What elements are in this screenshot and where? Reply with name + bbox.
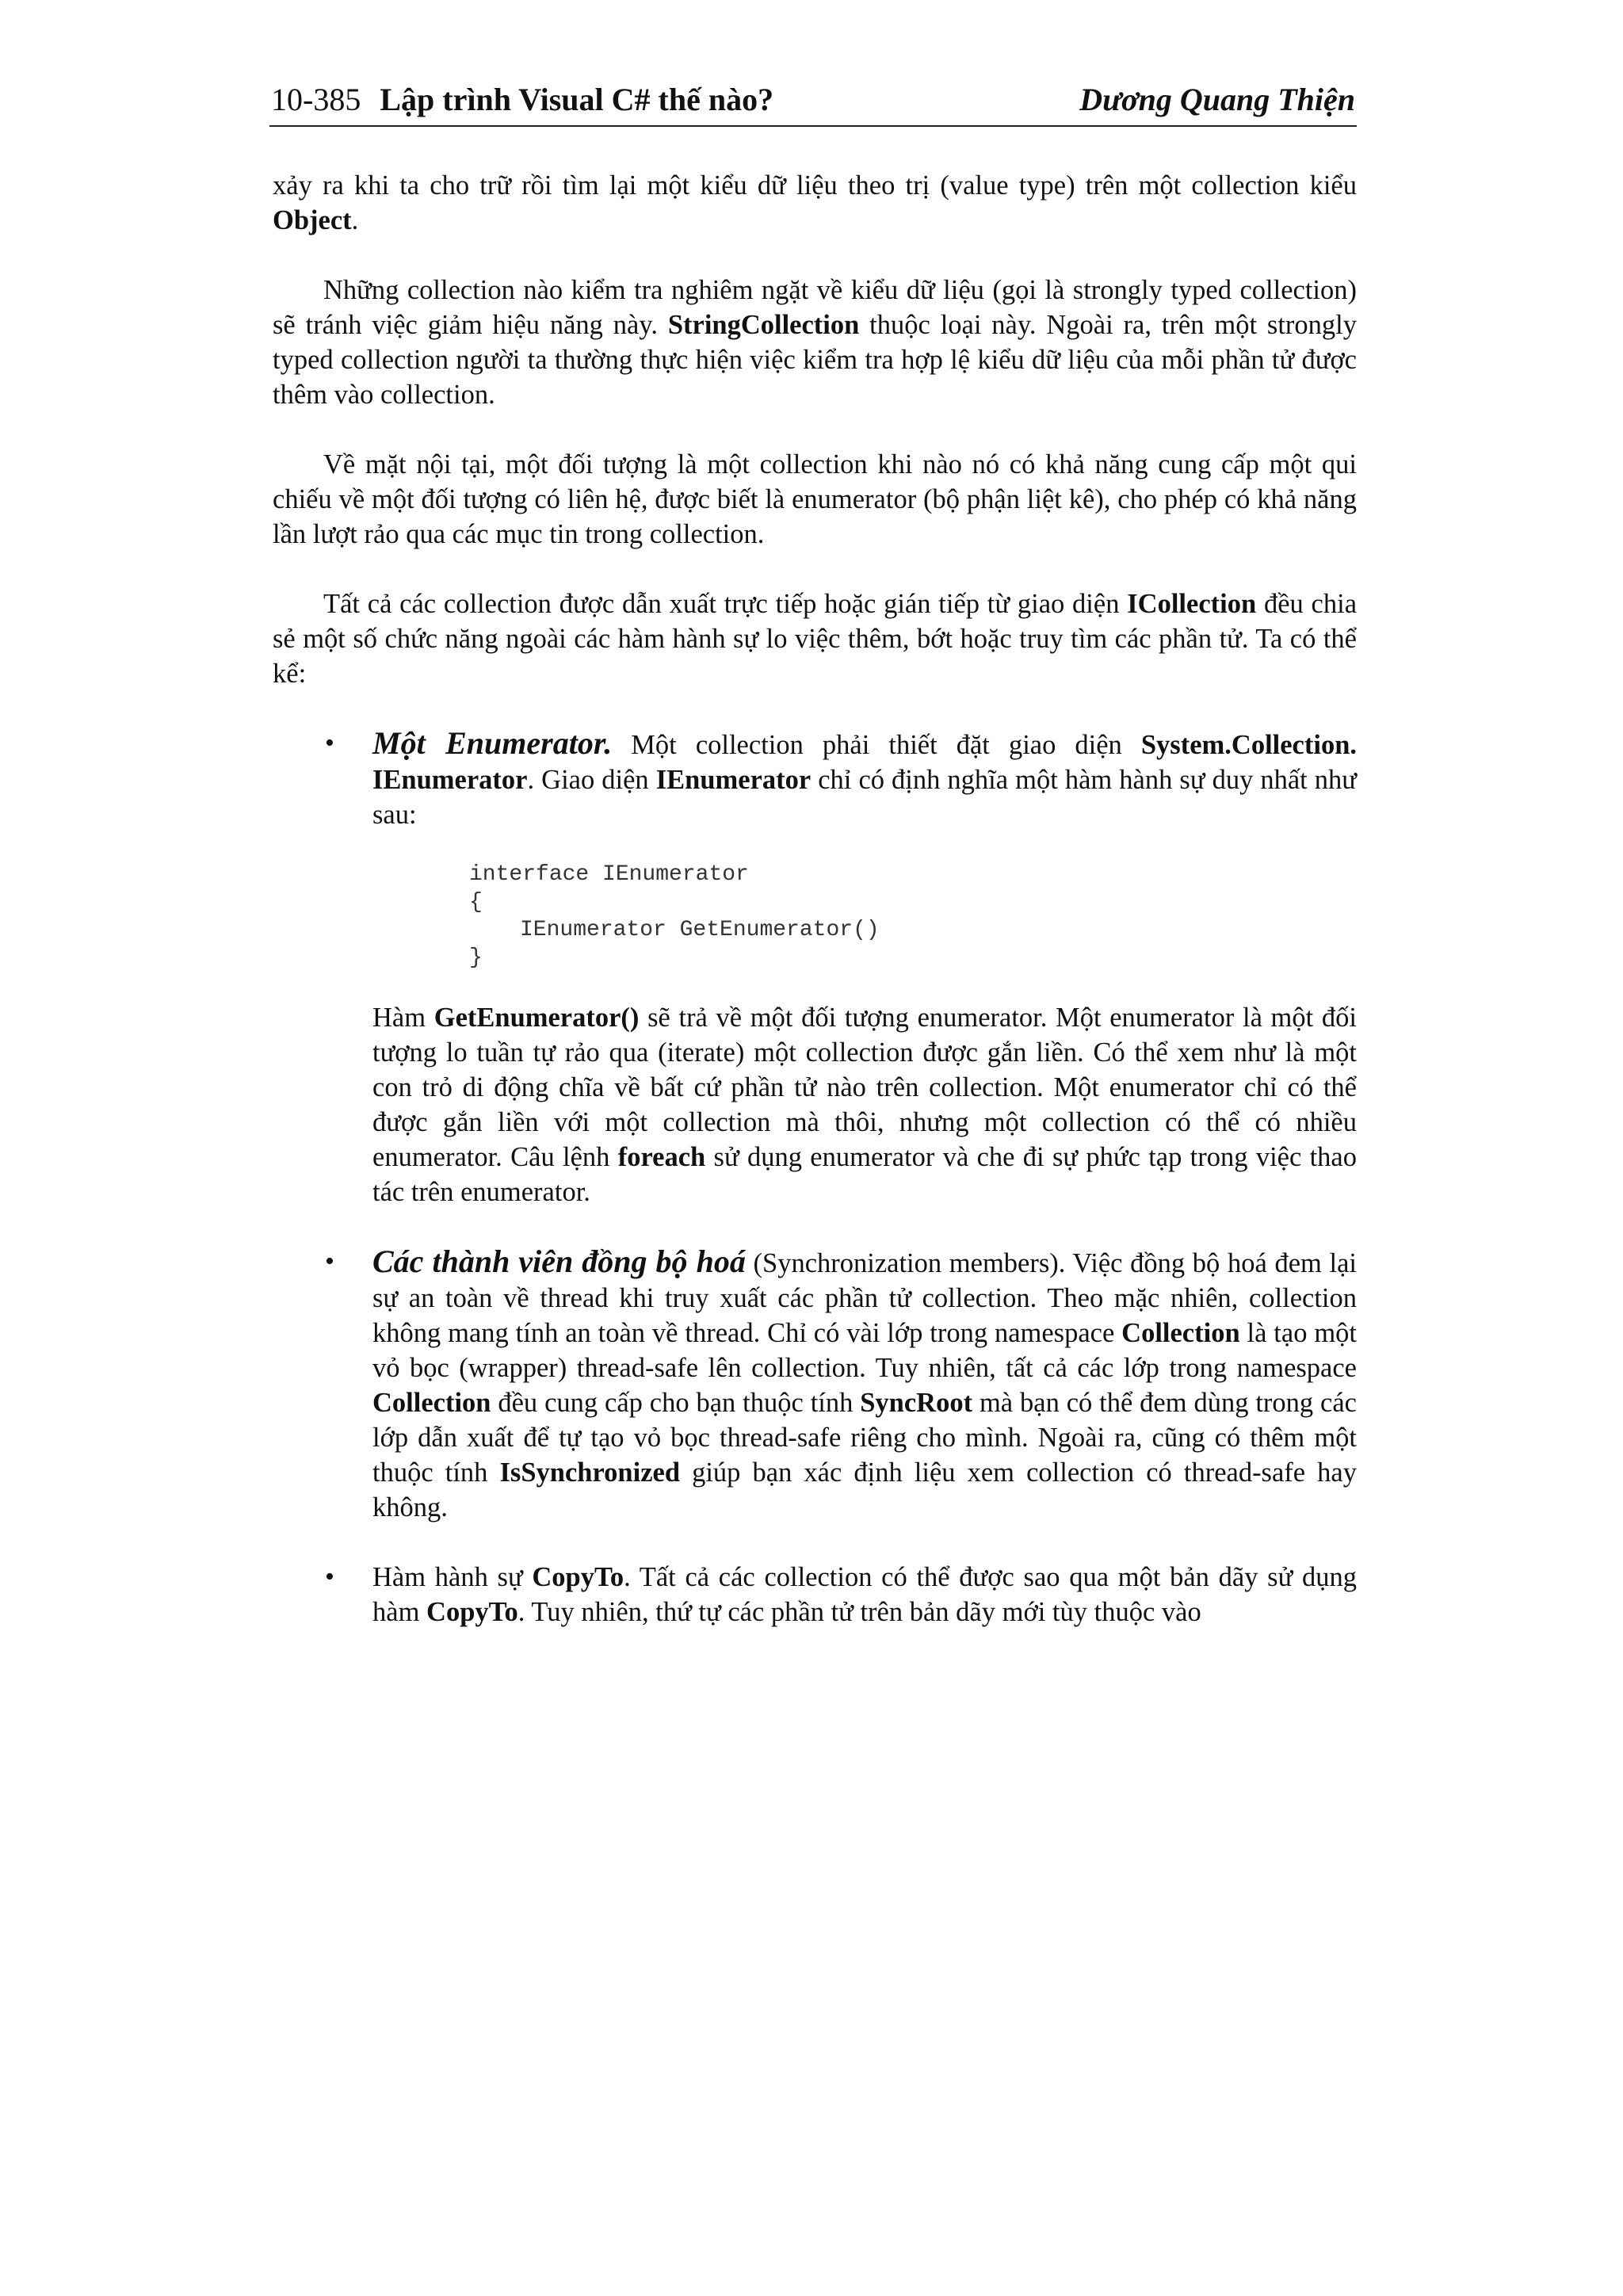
- code-line: {: [469, 890, 483, 915]
- list-item-synchronization: [273, 1244, 1357, 1525]
- bold-term: IEnumerator: [655, 765, 812, 795]
- text-run: Tất cả các collection được dẫn xuất trực tiếp hoặc gián tiếp từ giao diện: [323, 589, 1128, 619]
- text-run: (Synchronization members). Việc đồng bộ hoá đem lại sự an toàn về thread khi truy xuất các phần tử collection. Theo mặc nhiên, collection không mang tính an toàn về thread. Chỉ có vài lớp trong namespace: [372, 1248, 1357, 1348]
- bullet-icon: •: [325, 1562, 334, 1591]
- text-run: thuộc loại này. Ngoài ra, trên một strongly typed collection người ta thường thực hiện việc kiểm tra hợp lệ kiểu dữ liệu của mỗi phần tử được thêm vào collection.: [273, 310, 1357, 410]
- list-item-text: [372, 726, 1357, 832]
- text-run: . Tất cả các collection có thể được sao qua một bản dãy sử dụng hàm: [372, 1562, 1357, 1627]
- bold-term: Object: [273, 205, 352, 235]
- paragraph-value-type: [273, 168, 1357, 238]
- list-item-enumerator: [273, 726, 1357, 1209]
- text-run: sử dụng enumerator và che đi sự phức tạp trong việc thao tác trên enumerator.: [372, 1142, 1357, 1207]
- code-line: }: [469, 946, 483, 970]
- list-item-heading: Các thành viên đồng bộ hoá: [372, 1244, 746, 1279]
- paragraph-icollection: [273, 586, 1357, 691]
- text-run: Hàm: [372, 1003, 434, 1033]
- bold-term: CopyTo: [426, 1597, 518, 1627]
- text-run: Hàm hành sự: [372, 1562, 533, 1592]
- paragraph-enumerator-intro: Về mặt nội tại, một đối tượng là một collection khi nào nó có khả năng cung cấp một qui chiếu về một đối tượng có liên hệ, được biết là enumerator (bộ phận liệt kê), cho phép có khả năng lần lượt rảo qua các mục tin trong collection.: [273, 449, 1357, 549]
- list-item-copyto: [273, 1560, 1357, 1629]
- text-run: .: [351, 205, 359, 235]
- bold-term: System.Collection. IEnumerator: [372, 730, 1358, 795]
- bold-term: CopyTo: [532, 1562, 624, 1592]
- list-item-text: [372, 1560, 1357, 1629]
- list-item-heading: Một Enumerator.: [372, 725, 613, 761]
- list-item-text: [372, 1244, 1357, 1525]
- bold-term: StringCollection: [667, 310, 860, 340]
- bold-term: Collection: [372, 1388, 491, 1418]
- text-run: đều cung cấp cho bạn thuộc tính: [491, 1388, 861, 1418]
- page-number: 10-385: [271, 82, 361, 117]
- code-line: IEnumerator GetEnumerator(): [520, 918, 880, 942]
- text-run: mà bạn có thể đem dùng trong các lớp dẫn xuất để tự tạo vỏ bọc thread-safe riêng cho mình. Ngoài ra, cũng có thêm một thuộc tính: [372, 1388, 1357, 1488]
- author-name: Dương Quang Thiện: [1079, 82, 1355, 117]
- header-left: [271, 81, 773, 118]
- bold-term: SyncRoot: [860, 1388, 973, 1418]
- bold-term: ICollection: [1127, 589, 1257, 619]
- feature-list: [273, 726, 1357, 1629]
- text-run: . Tuy nhiên, thứ tự các phần tử trên bản dãy mới tùy thuộc vào: [517, 1597, 1201, 1627]
- text-run: sẽ trả về một đối tượng enumerator. Một enumerator là một đối tượng lo tuần tự rảo qua (iterate) một collection được gắn liền. Có thể xem như là một con trỏ di động chĩa về bất cứ phần tử nào trên collection. Một enumerator chỉ có thể được gắn liền với một collection mà thôi, nhưng một collection có thể có nhiều enumerator. Câu lệnh: [372, 1003, 1357, 1172]
- text-run: đều chia sẻ một số chức năng ngoài các hàm hành sự lo việc thêm, bớt hoặc truy tìm các phần tử. Ta có thể kể:: [273, 589, 1358, 689]
- text-run: . Giao diện: [527, 765, 656, 795]
- list-item-explanation: [372, 1000, 1357, 1209]
- text-run: chỉ có định nghĩa một hàm hành sự duy nhất như sau:: [372, 765, 1358, 830]
- code-line: interface IEnumerator: [469, 862, 749, 887]
- text-run: Những collection nào kiểm tra nghiêm ngặt về kiểu dữ liệu (gọi là strongly typed collection) sẽ tránh việc giảm hiệu năng này.: [273, 275, 1357, 340]
- paragraph-strongly-typed: [273, 273, 1357, 412]
- bullet-icon: •: [325, 1247, 334, 1276]
- bold-term: GetEnumerator(): [433, 1003, 640, 1033]
- text-run: xảy ra khi ta cho trữ rồi tìm lại một kiểu dữ liệu theo trị (value type) trên một collection kiểu: [273, 170, 1357, 201]
- text-run: Một collection phải thiết đặt giao diện: [612, 730, 1141, 760]
- bold-term: IsSynchronized: [499, 1457, 681, 1488]
- text-run: là tạo một vỏ bọc (wrapper) thread-safe lên collection. Tuy nhiên, tất cả các lớp trong namespace: [372, 1318, 1357, 1383]
- bullet-icon: •: [325, 728, 334, 758]
- bold-term: Collection: [1121, 1318, 1240, 1348]
- page-header: [269, 76, 1357, 127]
- page-body: [273, 168, 1357, 1664]
- bold-term: foreach: [617, 1142, 706, 1172]
- book-title: Lập trình Visual C# thế nào?: [380, 82, 774, 117]
- code-block: [469, 861, 1357, 972]
- text-run: giúp bạn xác định liệu xem collection có thread-safe hay không.: [372, 1457, 1357, 1522]
